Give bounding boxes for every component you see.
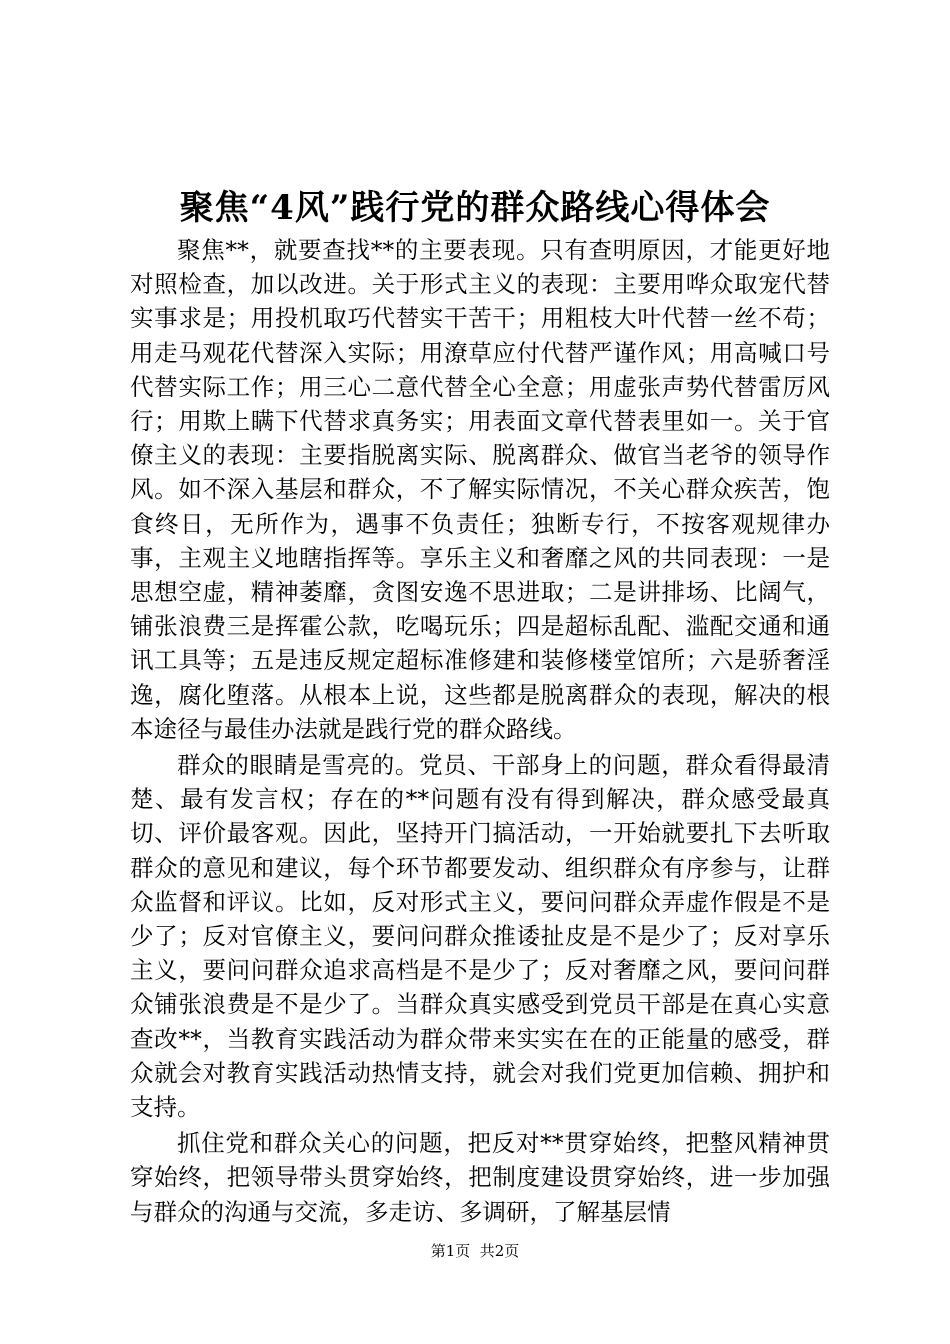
- paragraph-3: 抓住党和群众关心的问题，把反对**贯穿始终，把整风精神贯穿始终，把领导带头贯穿始终，把制度建设贯穿始终，进一步加强与群众的沟通与交流，多走访、多调研，了解基层情: [130, 1129, 830, 1226]
- document-title: 聚焦“4风”践行党的群众路线心得体会: [179, 188, 771, 228]
- page-footer: 第1页 共2页: [430, 1242, 520, 1260]
- paragraph-1: 聚焦**，就要查找**的主要表现。只有查明原因，才能更好地对照检查，加以改进。关于形式主义的表现：主要用哗众取宠代替实事求是；用投机取巧代替实干苦干；用粗枝大叶代替一丝不苟；用走马观花代替深入实际；用潦草应付代替严谨作风；用高喊口号代替实际工作；用三心二意代替全心全意；用虚张声势代替雷厉风行；用欺上瞒下代替求真务实；用表面文章代替表里如一。关于官僚主义的表现：主要指脱离实际、脱离群众、做官当老爷的领导作风。如不深入基层和群众，不了解实际情况，不关心群众疾苦，饱食终日，无所作为，遇事不负责任；独断专行，不按客观规律办事，主观主义地瞎指挥等。享乐主义和奢靡之风的共同表现：一是思想空虚，精神萎靡，贪图安逸不思进取；二是讲排场、比阔气，铺张浪费三是挥霍公款，吃喝玩乐；四是超标乱配、滥配交通和通讯工具等；五是违反规定超标准修建和装修楼堂馆所；六是骄奢淫逸，腐化堕落。从根本上说，这些都是脱离群众的表现，解决的根本途径与最佳办法就是践行党的群众路线。: [130, 236, 830, 743]
- document-body: [130, 233, 830, 1231]
- paragraph-2: 群众的眼睛是雪亮的。党员、干部身上的问题，群众看得最清楚、最有发言权；存在的**问题有没有得到解决，群众感受最真切、评价最客观。因此，坚持开门搞活动，一开始就要扎下去听取群众的意见和建议，每个环节都要发动、组织群众有序参与，让群众监督和评议。比如，反对形式主义，要问问群众弄虚作假是不是少了；反对官僚主义，要问问群众推诿扯皮是不是少了；反对享乐主义，要问问群众追求高档是不是少了；反对奢靡之风，要问问群众铺张浪费是不是少了。当群众真实感受到党员干部是在真心实意查改**，当教育实践活动为群众带来实实在在的正能量的感受，群众就会对教育实践活动热情支持，就会对我们党更加信赖、拥护和支持。: [130, 751, 830, 1122]
